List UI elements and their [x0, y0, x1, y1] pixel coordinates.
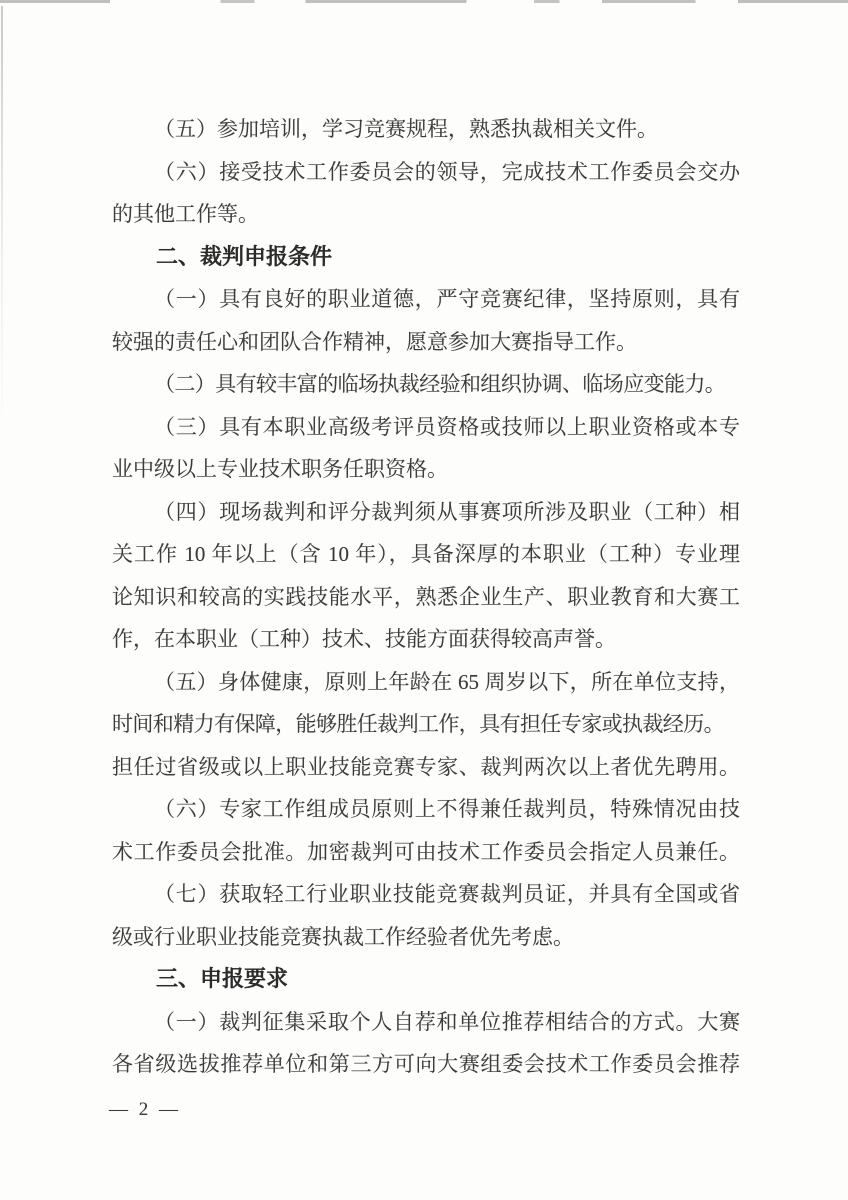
text-line: 时间和精力有保障，能够胜任裁判工作，具有担任专家或执裁经历。 — [112, 712, 724, 736]
section-heading-application-requirements: 三、申报要求 — [156, 966, 289, 991]
text-line: （六）接受技术工作委员会的领导，完成技术工作委员会交办 — [154, 159, 740, 184]
scan-artifact-left-edge — [1, 6, 3, 436]
text-line: 业中级以上专业技术职务任职资格。 — [112, 457, 448, 481]
text-line: （一）裁判征集采取个人自荐和单位推荐相结合的方式。大赛 — [154, 1009, 740, 1034]
text-line: 术工作委员会批准。加密裁判可由技术工作委员会指定人员兼任。 — [112, 839, 740, 864]
scan-artifact-top-edge — [0, 0, 848, 3]
section-heading-judge-application-conditions: 二、裁判申报条件 — [156, 243, 333, 269]
text-line: 关工作 10 年以上（含 10 年），具备深厚的本职业（工种）专业理 — [112, 542, 740, 566]
text-line: （五）身体健康，原则上年龄在 65 周岁以下，所在单位支持， — [154, 669, 740, 694]
text-line: （一）具有良好的职业道德，严守竞赛纪律，坚持原则，具有 — [154, 287, 740, 311]
text-line: （三）具有本职业高级考评员资格或技师以上职业资格或本专 — [154, 414, 740, 439]
text-line: （六）专家工作组成员原则上不得兼任裁判员，特殊情况由技 — [154, 797, 740, 821]
text-line: 的其他工作等。 — [112, 202, 259, 226]
text-line: （四）现场裁判和评分裁判须从事赛项所涉及职业（工种）相 — [154, 499, 740, 524]
page-number: — 2 — — [109, 1099, 181, 1120]
text-line: 担任过省级或以上职业技能竞赛专家、裁判两次以上者优先聘用。 — [112, 754, 740, 779]
text-line: 论知识和较高的实践技能水平，熟悉企业生产、职业教育和大赛工 — [112, 584, 740, 609]
text-line: （七）获取轻工行业职业技能竞赛裁判员证，并具有全国或省 — [154, 882, 740, 906]
text-line: （二）具有较丰富的临场执裁经验和组织协调、临场应变能力。 — [154, 372, 726, 396]
text-line: 级或行业职业技能竞赛执裁工作经验者优先考虑。 — [112, 924, 574, 949]
text-line: 较强的责任心和团队合作精神，愿意参加大赛指导工作。 — [112, 329, 637, 354]
text-line: （五）参加培训，学习竞赛规程，熟悉执裁相关文件。 — [154, 117, 658, 141]
text-line: 各省级选拔推荐单位和第三方可向大赛组委会技术工作委员会推荐 — [112, 1052, 740, 1076]
document-body — [112, 108, 740, 1086]
text-line: 作，在本职业（工种）技术、技能方面获得较高声誉。 — [112, 627, 616, 651]
